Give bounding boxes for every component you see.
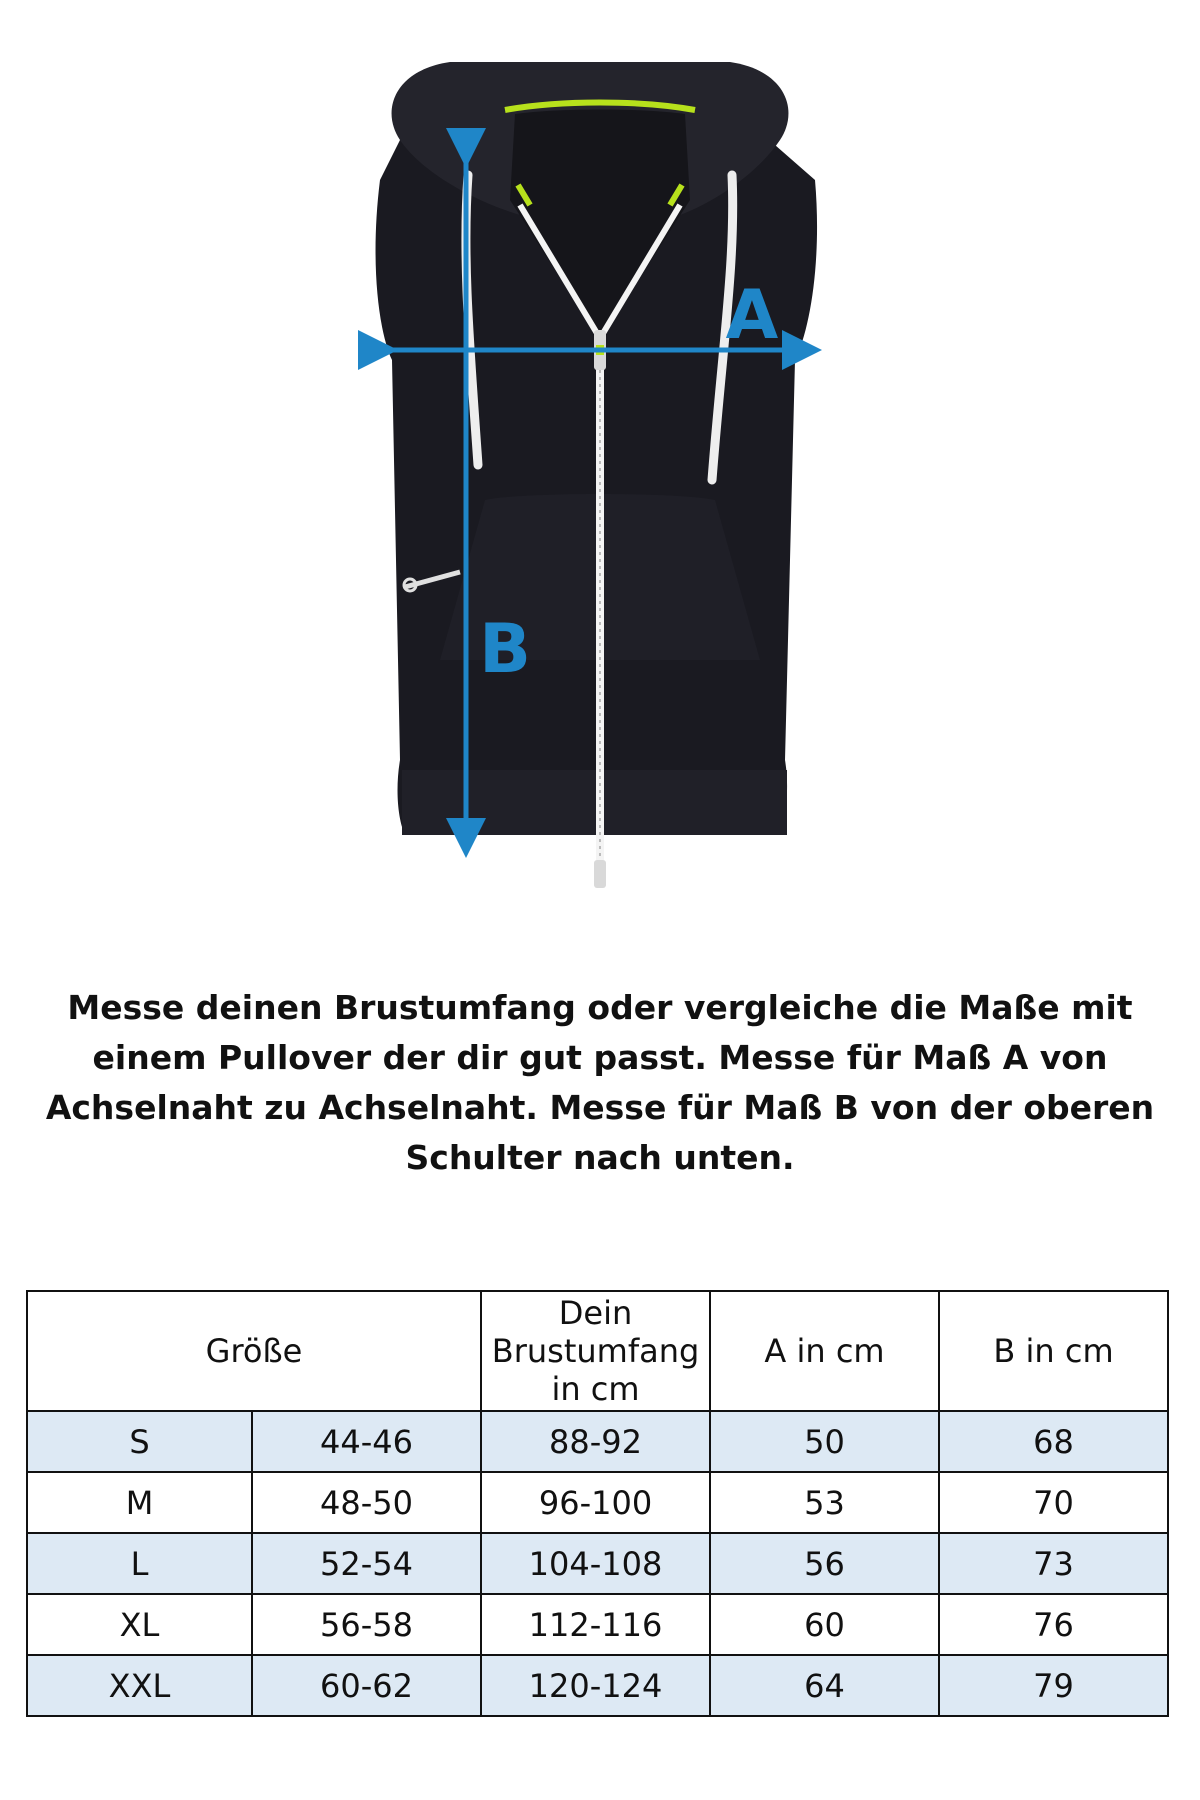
bottom-band xyxy=(402,770,787,835)
cell-size: M xyxy=(27,1472,252,1533)
table-row xyxy=(27,1655,1168,1716)
zipper-pull-bottom xyxy=(594,860,606,888)
cell-eu-size: 52-54 xyxy=(252,1533,481,1594)
cell-chest: 88-92 xyxy=(481,1411,710,1472)
table-row xyxy=(27,1533,1168,1594)
cell-b: 76 xyxy=(939,1594,1168,1655)
cell-a: 56 xyxy=(710,1533,939,1594)
header-chest-line3: in cm xyxy=(551,1370,640,1408)
header-a: A in cm xyxy=(710,1291,939,1411)
cell-size: S xyxy=(27,1411,252,1472)
cell-eu-size: 60-62 xyxy=(252,1655,481,1716)
cell-eu-size: 48-50 xyxy=(252,1472,481,1533)
cell-chest: 112-116 xyxy=(481,1594,710,1655)
header-b: B in cm xyxy=(939,1291,1168,1411)
cell-eu-size: 44-46 xyxy=(252,1411,481,1472)
cell-chest: 120-124 xyxy=(481,1655,710,1716)
table-header-row xyxy=(27,1291,1168,1411)
cell-size: L xyxy=(27,1533,252,1594)
cell-a: 53 xyxy=(710,1472,939,1533)
header-chest-line2: Brustumfang xyxy=(491,1332,700,1370)
header-chest xyxy=(481,1291,710,1411)
cell-size: XXL xyxy=(27,1655,252,1716)
table-row xyxy=(27,1594,1168,1655)
cell-eu-size: 56-58 xyxy=(252,1594,481,1655)
header-chest-line1: Dein xyxy=(558,1294,633,1332)
measuring-instructions: Messe deinen Brustumfang oder vergleiche die Maße mit einem Pullover der dir gut passt. Messe für Maß A von Achselnaht zu Achselnaht. Messe für Maß B von der oberen Schulter nach unten. xyxy=(45,988,1155,1177)
cell-chest: 96-100 xyxy=(481,1472,710,1533)
cell-b: 70 xyxy=(939,1472,1168,1533)
cell-b: 73 xyxy=(939,1533,1168,1594)
table-row xyxy=(27,1472,1168,1533)
cell-a: 64 xyxy=(710,1655,939,1716)
cell-b: 79 xyxy=(939,1655,1168,1716)
cell-b: 68 xyxy=(939,1411,1168,1472)
cell-a: 50 xyxy=(710,1411,939,1472)
header-size: Größe xyxy=(27,1291,481,1411)
cell-chest: 104-108 xyxy=(481,1533,710,1594)
label-a: A xyxy=(725,276,779,355)
cell-size: XL xyxy=(27,1594,252,1655)
cell-a: 60 xyxy=(710,1594,939,1655)
label-b: B xyxy=(479,610,531,689)
vest-illustration xyxy=(376,62,818,888)
size-chart-table xyxy=(26,1290,1169,1717)
table-row xyxy=(27,1411,1168,1472)
